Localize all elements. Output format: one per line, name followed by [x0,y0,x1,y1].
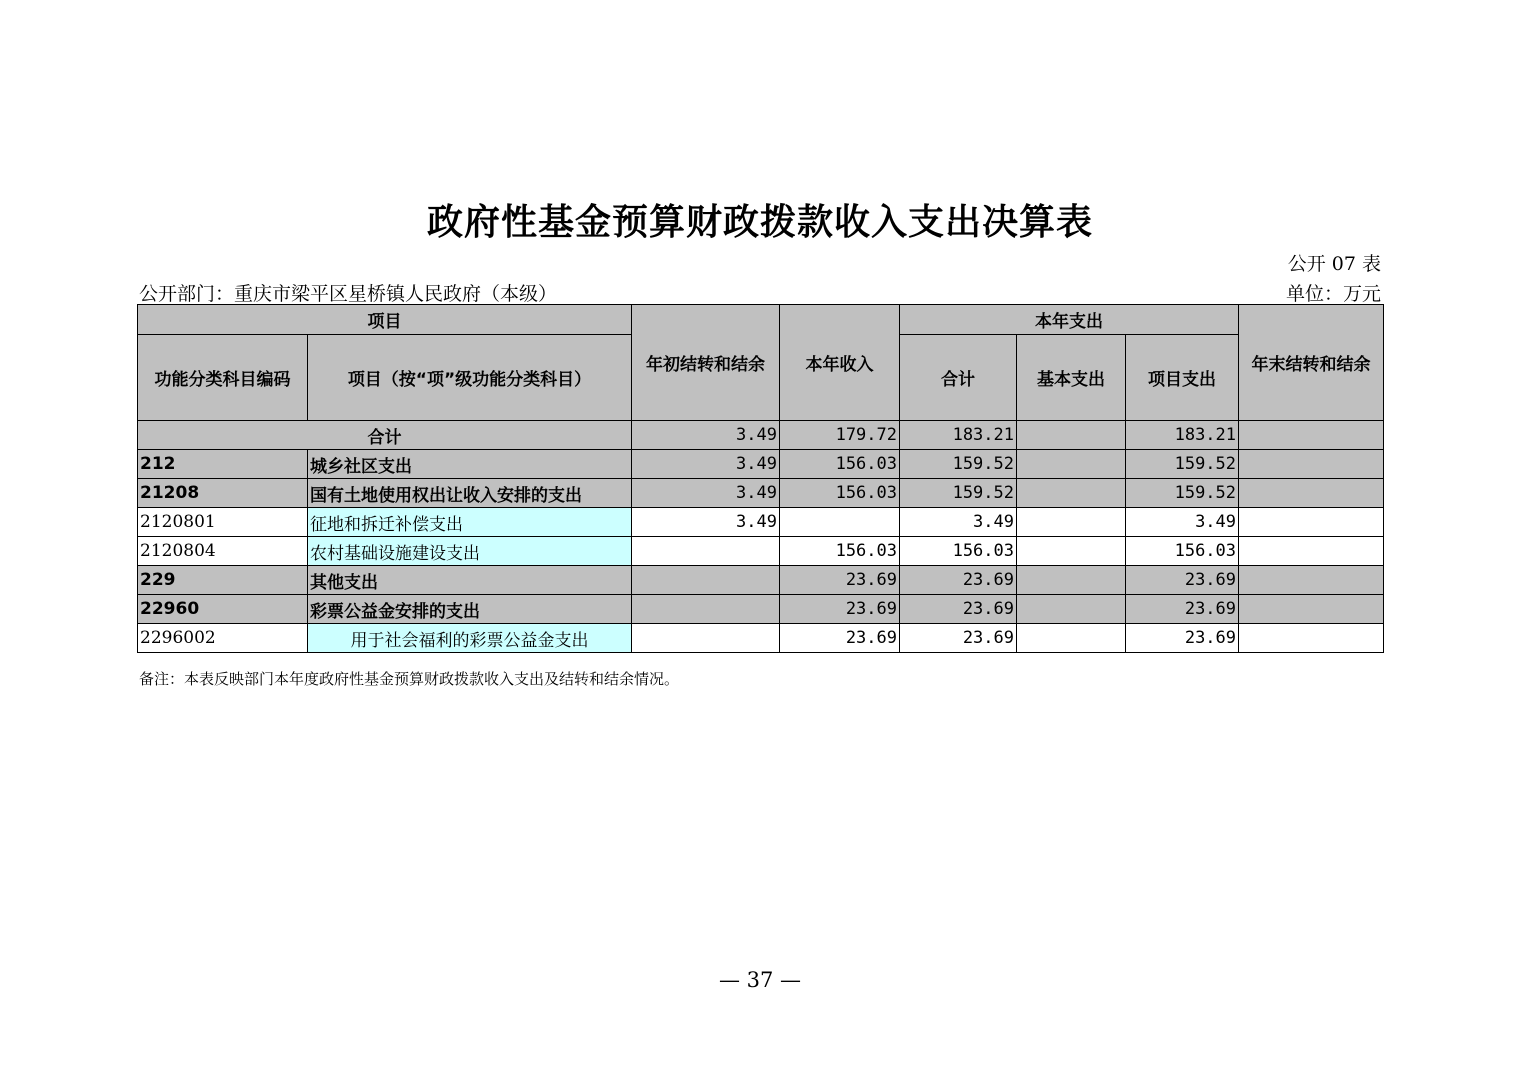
cell-project: 23.69 [1126,566,1239,595]
cell-project: 159.52 [1126,479,1239,508]
header-basic: 基本支出 [1017,335,1126,421]
page-title: 政府性基金预算财政拨款收入支出决算表 [426,202,1093,243]
cell-basic [1017,537,1126,566]
cell-income: 23.69 [780,595,900,624]
cell-begin-balance [632,624,780,653]
cell-end-balance [1239,421,1384,450]
cell-project: 183.21 [1126,421,1239,450]
footnote: 备注：本表反映部门本年度政府性基金预算财政拨款收入支出及结转和结余情况。 [139,670,680,688]
cell-basic [1017,421,1126,450]
header-total: 合计 [900,335,1017,421]
cell-begin-balance [632,595,780,624]
cell-project: 156.03 [1126,537,1239,566]
table-row [138,566,1384,595]
cell-code: 2120801 [138,508,308,537]
cell-total: 23.69 [900,624,1017,653]
cell-code: 2296002 [138,624,308,653]
cell-code: 229 [138,566,308,595]
header-project: 项目支出 [1126,335,1239,421]
budget-table [137,304,1384,653]
cell-code: 21208 [138,479,308,508]
cell-code: 22960 [138,595,308,624]
table-row [138,624,1384,653]
cell-income: 23.69 [780,566,900,595]
cell-total: 156.03 [900,537,1017,566]
header-item: 项目 [138,305,632,335]
table-row [138,537,1384,566]
header-name: 项目（按“项”级功能分类科目） [308,335,632,421]
header-end-balance: 年末结转和结余 [1239,305,1384,421]
cell-total: 159.52 [900,450,1017,479]
cell-code: 2120804 [138,537,308,566]
cell-project: 3.49 [1126,508,1239,537]
header-code: 功能分类科目编码 [138,335,308,421]
cell-total: 183.21 [900,421,1017,450]
form-number: 公开 07 表 [1287,253,1381,275]
cell-end-balance [1239,537,1384,566]
cell-code: 212 [138,450,308,479]
unit-label: 单位：万元 [1285,283,1381,305]
page-number: — 37 — [718,968,802,992]
cell-name: 征地和拆迁补偿支出 [308,508,632,537]
cell-name: 其他支出 [308,566,632,595]
cell-name: 彩票公益金安排的支出 [308,595,632,624]
table-row [138,479,1384,508]
cell-basic [1017,508,1126,537]
cell-basic [1017,624,1126,653]
cell-income: 156.03 [780,450,900,479]
department-label: 公开部门：重庆市梁平区星桥镇人民政府（本级） [139,283,558,305]
cell-begin-balance [632,537,780,566]
cell-name: 国有土地使用权出让收入安排的支出 [308,479,632,508]
cell-income: 179.72 [780,421,900,450]
cell-total: 23.69 [900,595,1017,624]
table-row [138,508,1384,537]
cell-end-balance [1239,508,1384,537]
table-row [138,595,1384,624]
cell-income: 156.03 [780,537,900,566]
cell-total: 23.69 [900,566,1017,595]
header-expense: 本年支出 [900,305,1239,335]
cell-end-balance [1239,450,1384,479]
table-row [138,450,1384,479]
cell-total: 3.49 [900,508,1017,537]
cell-basic [1017,566,1126,595]
cell-name: 用于社会福利的彩票公益金支出 [308,624,632,653]
cell-begin-balance [632,566,780,595]
table-row-total [138,421,1384,450]
cell-end-balance [1239,624,1384,653]
cell-end-balance [1239,566,1384,595]
cell-total: 159.52 [900,479,1017,508]
cell-end-balance [1239,595,1384,624]
cell-project: 23.69 [1126,595,1239,624]
cell-basic [1017,450,1126,479]
cell-begin-balance: 3.49 [632,508,780,537]
cell-income [780,508,900,537]
header-income: 本年收入 [780,305,900,421]
cell-income: 23.69 [780,624,900,653]
cell-begin-balance: 3.49 [632,450,780,479]
total-label: 合计 [138,421,632,450]
cell-name: 城乡社区支出 [308,450,632,479]
cell-project: 159.52 [1126,450,1239,479]
cell-income: 156.03 [780,479,900,508]
cell-end-balance [1239,479,1384,508]
cell-basic [1017,595,1126,624]
cell-project: 23.69 [1126,624,1239,653]
cell-begin-balance: 3.49 [632,479,780,508]
cell-basic [1017,479,1126,508]
header-begin-balance: 年初结转和结余 [632,305,780,421]
cell-name: 农村基础设施建设支出 [308,537,632,566]
cell-begin-balance: 3.49 [632,421,780,450]
